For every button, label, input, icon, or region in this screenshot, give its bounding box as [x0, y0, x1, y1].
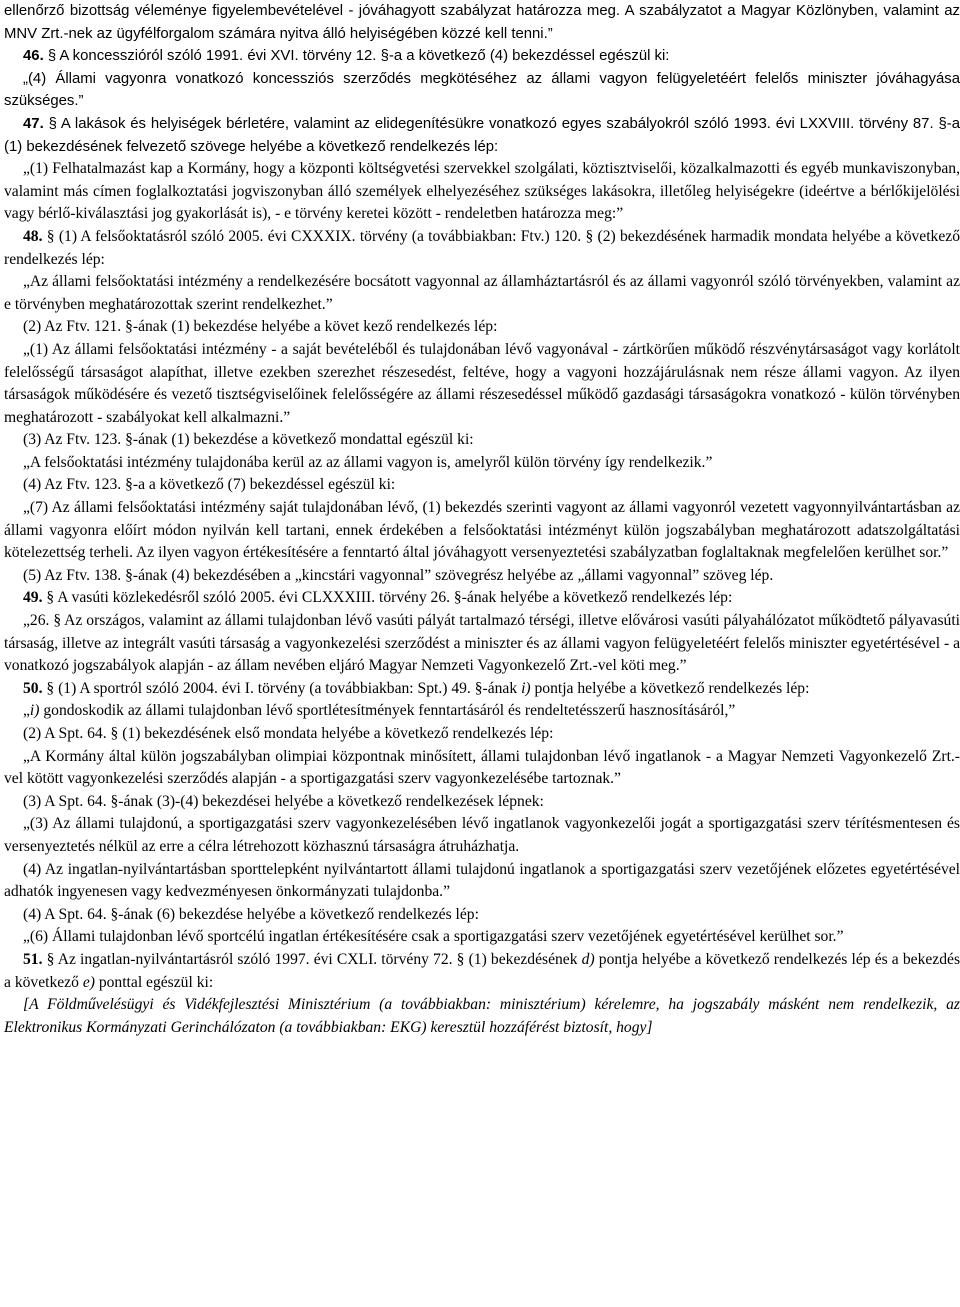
paragraph: „(3) Az állami tulajdonú, a sportigazgatási szerv vagyonkezelésében lévő ingatlanok vagyonkezelői jogát a sportigazgatási szerv térítésmentesen és versenyeztetés nélkül az erre a célra létrehozott közhasznú társaságra átruházhatja. — [4, 815, 960, 855]
paragraph: (3) A Spt. 64. §-ának (3)-(4) bekezdései helyébe a következő rendelkezések lépnek: — [23, 792, 544, 810]
paragraph: (4) Az Ftv. 123. §-a a következő (7) bekezdéssel egészül ki: — [23, 476, 396, 494]
paragraph: (4) Az ingatlan-nyilvántartásban sporttelepként nyilvántartott állami tulajdonú ingatlanok a sportigazgatási szerv vezetőjének előzetes egyetértésével adhatók ingyenesen vagy kedvezményesen önkormányzati tulajdonba.” — [4, 860, 960, 901]
paragraph: (5) Az Ftv. 138. §-ának (4) bekezdésében a „kincstári vagyonnal” szövegrész helyébe az „állami vagyonnal” szöveg lép. — [23, 566, 774, 584]
paragraph: 48. § (1) A felsőoktatásról szóló 2005. évi CXXXIX. törvény (a továbbiakban: Ftv.) 120. § (2) bekezdésének harmadik mondata helyébe a következő rendelkezés lép: — [4, 227, 960, 268]
paragraph: 51. § Az ingatlan-nyilvántartásról szóló 1997. évi CXLI. törvény 72. § (1) bekezdésének d) pontja helyébe a következő rendelkezés lép és a bekezdés a következő e) ponttal egészül ki: — [4, 950, 960, 991]
paragraph: „i) gondoskodik az állami tulajdonban lévő sportlétesítmények fenntartásáról és rendeltetésszerű hasznosításáról,” — [23, 702, 736, 720]
paragraph: ellenőrző bizottság véleménye figyelembevételével - jóváhagyott szabályzat határozza meg. A szabályzatot a Magyar Közlönyben, valamint az MNV Zrt.-nek az ügyfélforgalom számára nyitva álló helyiségében közzé kell tenni.” — [4, 3, 960, 42]
paragraph: „(7) Az állami felsőoktatási intézmény saját tulajdonában lévő, (1) bekezdés szerinti vagyont az állami vagyonról vezetett vagyonnyilvántartásban az állami vagyonra előírt módon nyilván kell tartani, ennek érdekében a felsőoktatási intézményt külön jogszabályban meghatározott adatszolgáltatási kötelezettség terheli. Az ilyen vagyon értékesítésére a fenntartó által jóváhagyott versenyeztetési szabályzatban foglaltaknak megfelelően kerülhet sor.” — [4, 499, 960, 562]
paragraph: „(1) Az állami felsőoktatási intézmény - a saját bevételéből és tulajdonában lévő vagyonával - zártkörűen működő részvénytársaságot vagy korlátolt felelősségű társaságot alapíthat, illetve ezekben szerezhet részesedést, feltéve, hogy a vagyoni hozzájárulásnak nem része állami vagyon. Az ilyen társaságok működésére és vezető tisztségviselőinek felelősségére az állami részesedéssel működő gazdasági társaságokra vonatkozó - külön törvényben meghatározott - szabályokat kell alkalmazni.” — [4, 340, 960, 426]
paragraph: „A Kormány által külön jogszabályban olimpiai központnak minősített, állami tulajdonban lévő ingatlanok - a Magyar Nemzeti Vagyonkezelő Zrt.-vel kötött vagyonkezelési szerződés alapján - a sportigazgatási szerv vagyonkezelésébe tartoznak.” — [4, 747, 960, 788]
paragraph: „26. § Az országos, valamint az állami tulajdonban lévő vasúti pályát tartalmazó térségi, illetve elővárosi vasúti pályahálózatot működtető pályavasúti társaság, illetve az integrált vasúti társaság a vagyonkezelési szerződést a miniszter és az állami vagyon felügyeletéért felelős miniszter egyetértésével - a vonatkozó jogszabályok alapján - az állam nevében eljáró Magyar Nemzeti Vagyonkezelő Zrt.-vel köti meg.” — [4, 612, 960, 675]
paragraph: 47. § A lakások és helyiségek bérletére, valamint az elidegenítésükre vonatkozó egyes szabályokról szóló 1993. évi LXXVIII. törvény 87. §-a (1) bekezdésének felvezető szövege helyébe a következő rendelkezés lép: — [4, 115, 960, 155]
paragraph: „A felsőoktatási intézmény tulajdonába kerül az az állami vagyon is, amelyről külön törvény így rendelkezik.” — [23, 453, 713, 471]
paragraph: „(1) Felhatalmazást kap a Kormány, hogy a központi költségvetési szervekkel szolgálati, köztisztviselői, közalkalmazotti és egyéb munkaviszonyban, valamint más címen foglalkoztatási jogviszonyban álló személyek elhelyezéséhez szükséges lakásokra, illetőleg helyiségekre (ideértve a bérlőkijelölési vagy bérlő-kiválasztási jog gyakorlását is), - e törvény keretei között - rendeletben határozza meg:” — [4, 160, 960, 223]
paragraph: (3) Az Ftv. 123. §-ának (1) bekezdése a következő mondattal egészül ki: — [23, 431, 474, 449]
paragraph: (4) A Spt. 64. §-ának (6) bekezdése helyébe a következő rendelkezés lép: — [23, 905, 479, 923]
paragraph: „(4) Állami vagyonra vonatkozó koncessziós szerződés megkötéséhez az állami vagyon felügyeletéért felelős miniszter jóváhagyása szükséges.” — [4, 70, 960, 110]
paragraph: 49. § A vasúti közlekedésről szóló 2005. évi CLXXXIII. törvény 26. §-ának helyébe a következő rendelkezés lép: — [23, 589, 733, 607]
paragraph: 50. § (1) A sportról szóló 2004. évi I. törvény (a továbbiakban: Spt.) 49. §-ának i) pontja helyébe a következő rendelkezés lép: — [23, 679, 810, 697]
paragraph: [A Földművelésügyi és Vidékfejlesztési Minisztérium (a továbbiakban: minisztérium) kérelemre, ha jogszabály másként nem rendelkezik, az Elektronikus Kormányzati Gerinchálózaton (a továbbiakban: EKG) keresztül hozzáférést biztosít, hogy] — [4, 996, 960, 1036]
paragraph: (2) Az Ftv. 121. §-ának (1) bekezdése helyébe a követ kező rendelkezés lép: — [23, 318, 498, 336]
paragraph: (2) A Spt. 64. § (1) bekezdésének első mondata helyébe a következő rendelkezés lép: — [23, 725, 554, 742]
paragraph: „(6) Állami tulajdonban lévő sportcélú ingatlan értékesítésére csak a sportigazgatási szerv vezetőjének egyetértésével kerülhet sor.” — [23, 928, 844, 946]
paragraph: 46. § A koncesszióról szóló 1991. évi XVI. törvény 12. §-a a következő (4) bekezdéssel egészül ki: — [23, 48, 670, 65]
paragraph: „Az állami felsőoktatási intézmény a rendelkezésére bocsátott vagyonnal az államháztartásról és az állami vagyonról szóló törvényekben, valamint az e törvényben meghatározottak szerint rendelkezhet.” — [4, 273, 960, 313]
